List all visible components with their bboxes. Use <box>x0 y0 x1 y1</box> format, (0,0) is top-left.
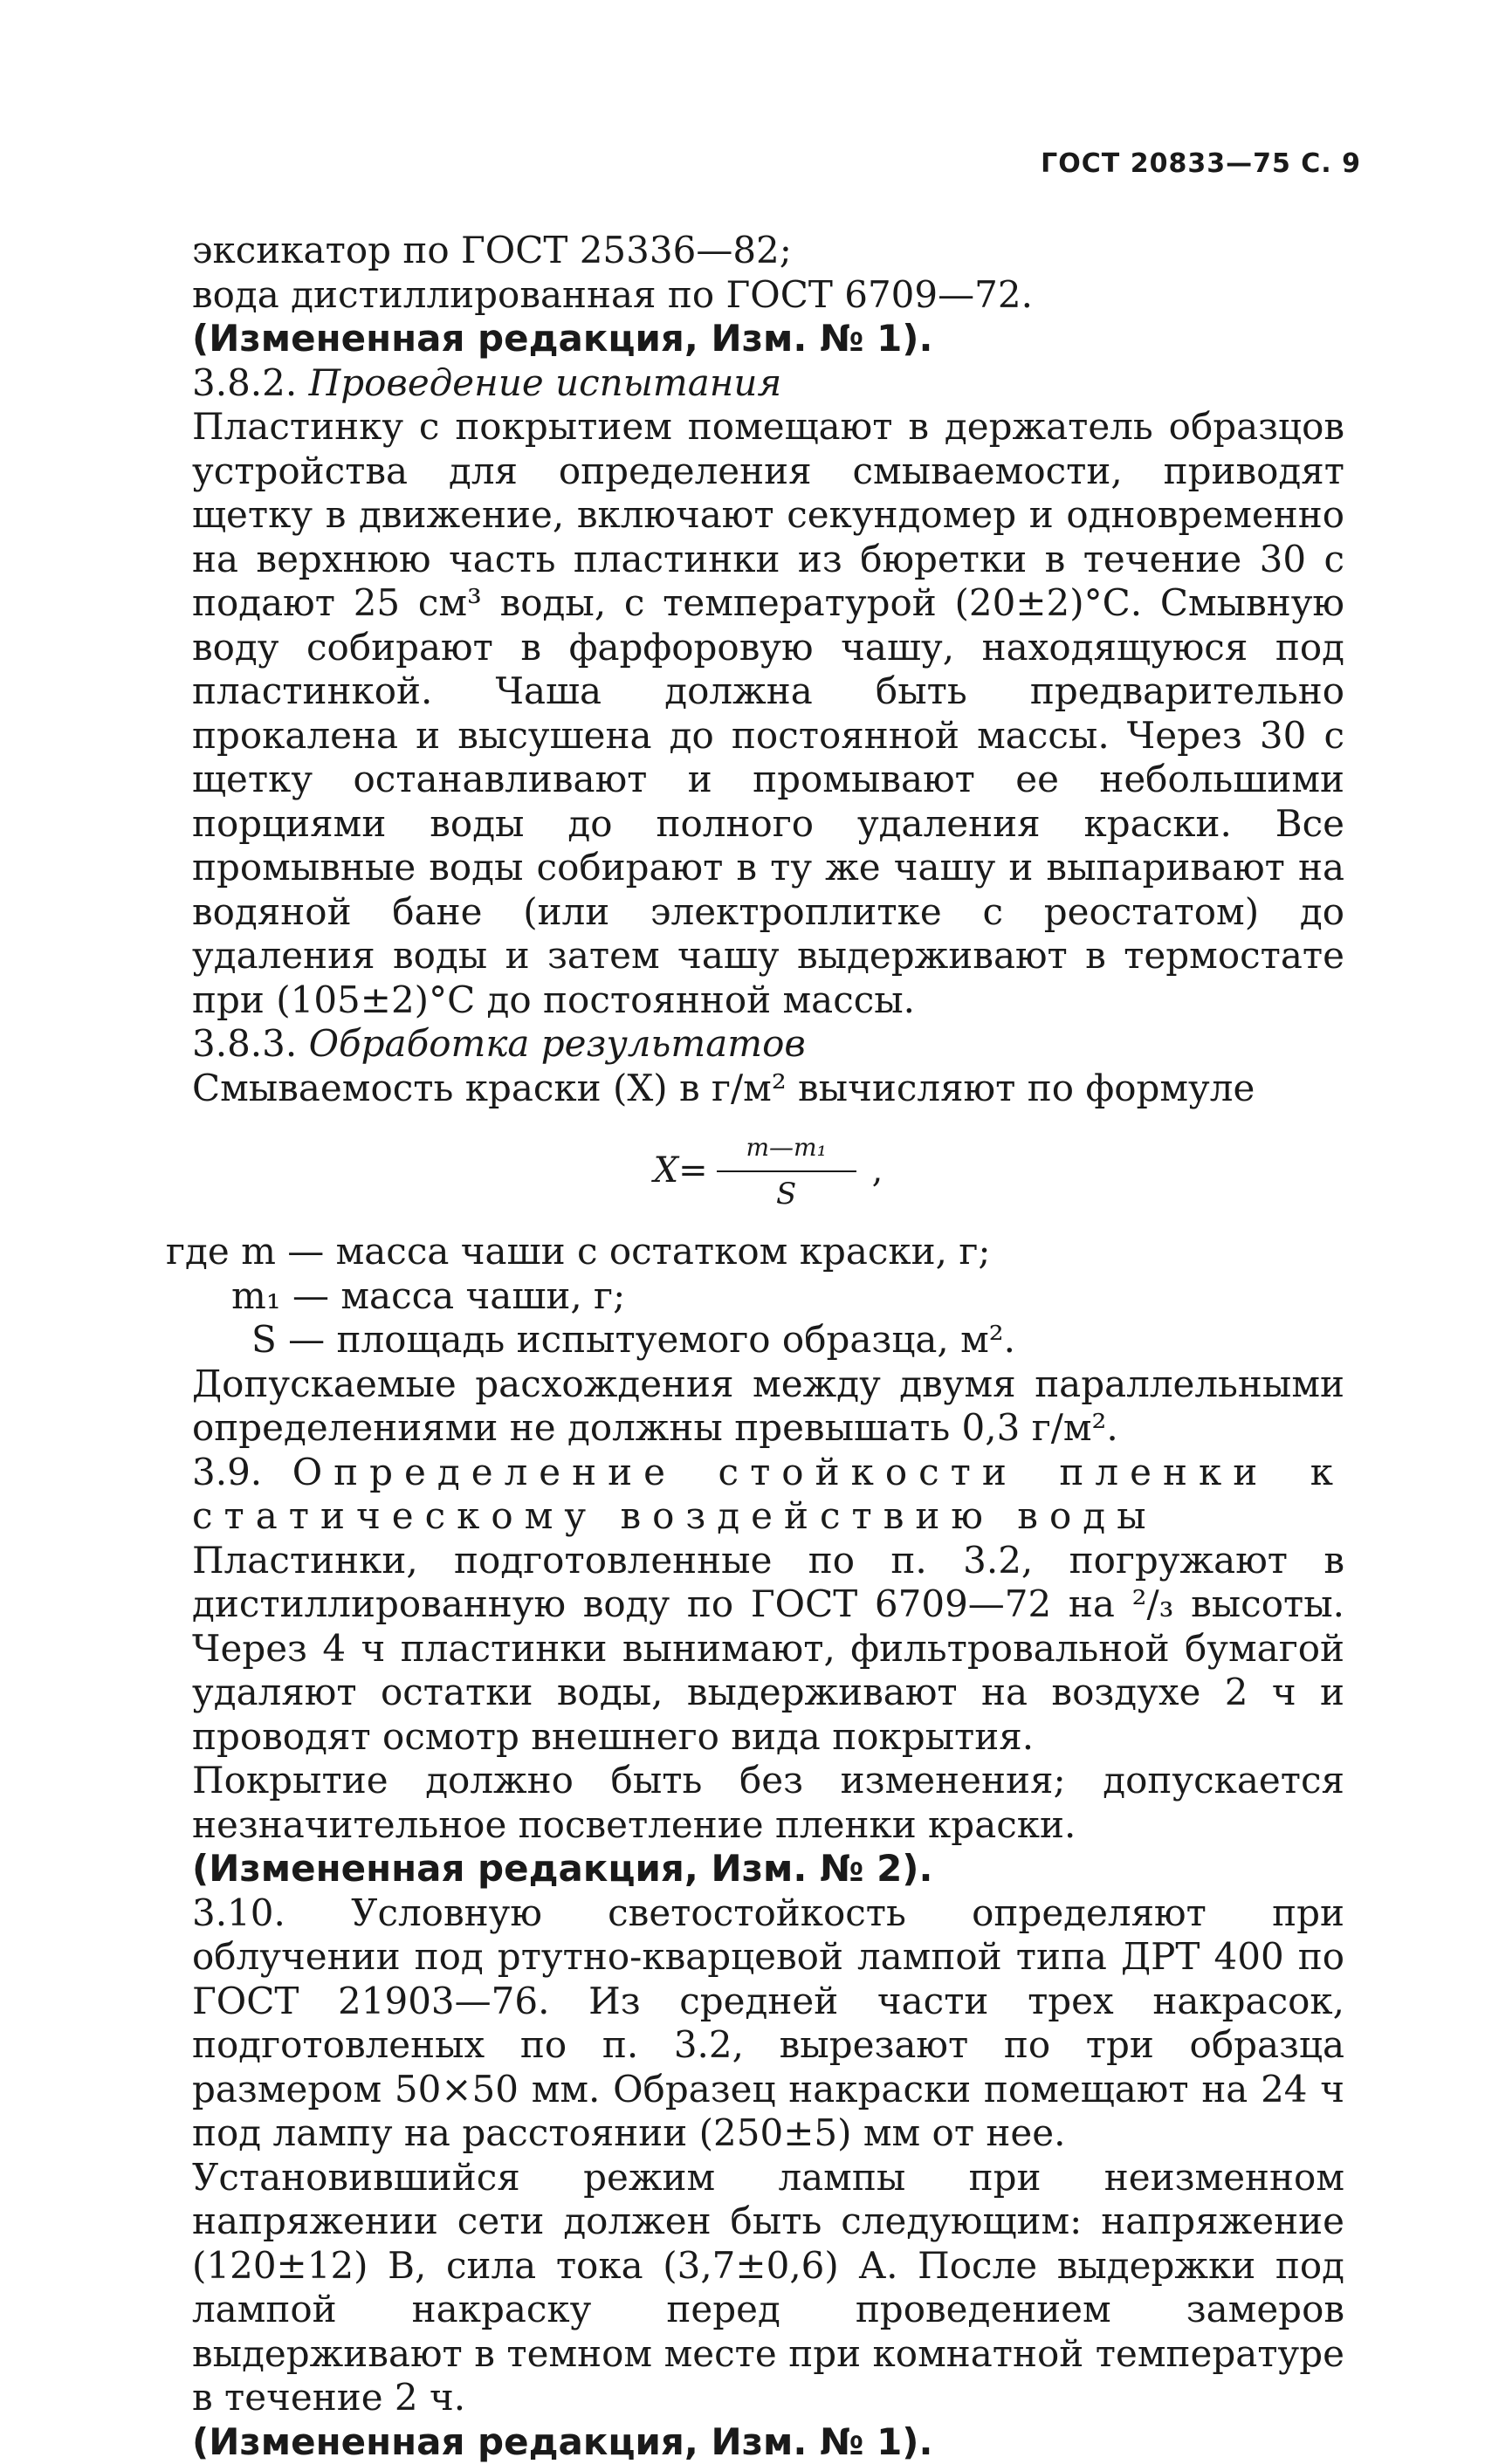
page-body <box>192 229 1344 2464</box>
section-number: 3.8.2. <box>192 361 309 404</box>
section-title: Определение стойкости пленки к статическому воздействию воды <box>192 1451 1344 1538</box>
formula-definitions <box>166 1230 1344 1362</box>
paragraph: Установившийся режим лампы при неизменном напряжении сети должен быть следующим: напряжение (120±12) В, сила тока (3,7±0,6) А. После выдержки под лампой накраску перед проведением замеров выдерживают в темном месте при комнатной температуре в течение 2 ч. <box>192 2156 1344 2420</box>
formula-fraction <box>717 1126 856 1216</box>
definition-line: S — площадь испытуемого образца, м². <box>166 1318 1344 1362</box>
paragraph: Допускаемые расхождения между двумя параллельными определениями не должны превышать 0,3 г/м². <box>192 1362 1344 1451</box>
amendment-note: (Измененная редакция, Изм. № 2). <box>192 1847 1344 1891</box>
paragraph: Покрытие должно быть без изменения; допускается незначительное посветление пленки краски. <box>192 1759 1344 1847</box>
section-title: Проведение испытания <box>309 361 782 404</box>
text-line: эксикатор по ГОСТ 25336—82; <box>192 229 1344 273</box>
definition-line: m₁ — масса чаши, г; <box>166 1274 1344 1319</box>
paragraph: Смываемость краски (X) в г/м² вычисляют по формуле <box>192 1067 1344 1111</box>
section-heading <box>192 1022 1344 1067</box>
section-heading <box>192 1451 1344 1539</box>
formula-numerator: m—m₁ <box>733 1126 838 1170</box>
section-number: 3.8.3. <box>192 1022 309 1065</box>
amendment-note: (Измененная редакция, Изм. № 1). <box>192 317 1344 361</box>
paragraph: 3.10. Условную светостойкость определяют при облучении под ртутно-кварцевой лампой типа ДРТ 400 по ГОСТ 21903—76. Из средней части трех накрасок, подготовленых по п. 3.2, вырезают по три образца размером 50×50 мм. Образец накраски помещают на 24 ч под лампу на расстоянии (250±5) мм от нее. <box>192 1891 1344 2156</box>
text-line: вода дистиллированная по ГОСТ 6709—72. <box>192 273 1344 318</box>
paragraph: Пластинку с покрытием помещают в держатель образцов устройства для определения смываемости, приводят щетку в движение, включают секундомер и одновременно на верхнюю часть пластинки из бюретки в течение 30 с подают 25 см³ воды, с температурой (20±2)°С. Смывную воду собирают в фарфоровую чашу, находящуюся под пластинкой. Чаша должна быть предварительно прокалена и высушена до постоянной массы. Через 30 с щетку останавливают и промывают ее небольшими порциями воды до полного удаления краски. Все промывные воды собирают в ту же чашу и выпаривают на водяной бане (или электроплитке с реостатом) до удаления воды и затем чашу выдерживают в термостате при (105±2)°С до постоянной массы. <box>192 405 1344 1022</box>
section-number: 3.9. <box>192 1451 292 1493</box>
formula-lhs: X= <box>654 1149 708 1193</box>
page-header: ГОСТ 20833—75 С. 9 <box>1041 148 1361 179</box>
section-title: Обработка результатов <box>309 1022 806 1065</box>
section-heading <box>192 361 1344 406</box>
formula-tail: , <box>872 1149 883 1193</box>
paragraph: Пластинки, подготовленные по п. 3.2, погружают в дистиллированную воду по ГОСТ 6709—72 на ²/₃ высоты. Через 4 ч пластинки вынимают, фильтровальной бумагой удаляют остатки воды, выдерживают на воздухе 2 ч и проводят осмотр внешнего вида покрытия. <box>192 1539 1344 1760</box>
definition-line: где m — масса чаши с остатком краски, г; <box>166 1230 1344 1274</box>
formula-denominator: S <box>776 1172 796 1217</box>
formula <box>192 1126 1344 1216</box>
amendment-note: (Измененная редакция, Изм. № 1). <box>192 2420 1344 2464</box>
